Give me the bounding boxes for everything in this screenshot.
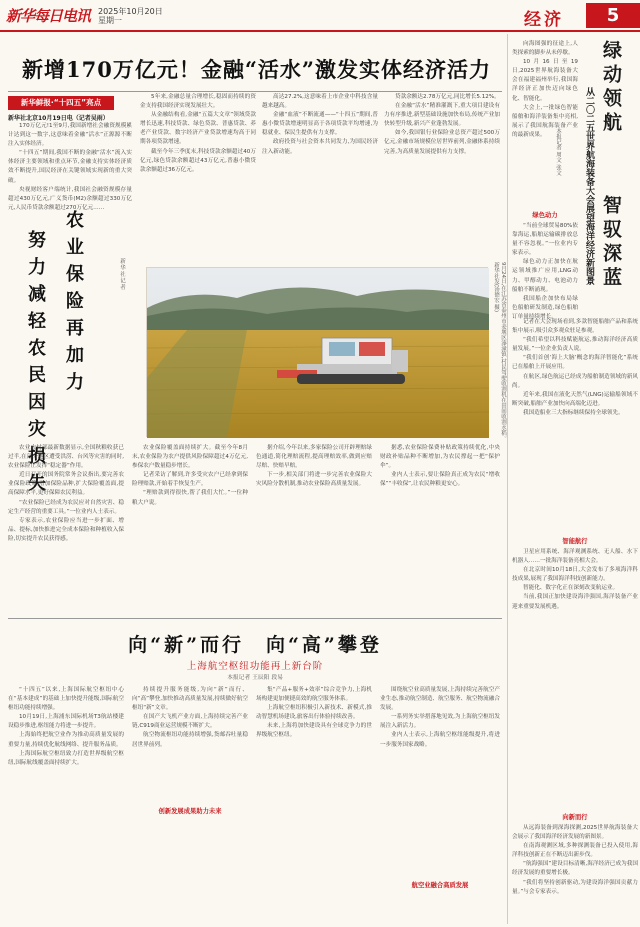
paragraph: 专家表示,农业保险应当进一步扩面、增品、提标,加快推进完全成本保险和种植收入保险,切实提升农民获得感。 [8,517,124,542]
paragraph: 一系列务实举措落地见效,为上海航空枢纽发展注入新活力。 [380,714,500,730]
second-story-byline: 本报记者 王辰阳 段易 [227,675,283,681]
paragraph: 在金融“活水”精准灌溉下,重大项目建设有力有序推进,新型基础设施加快布局,传统产业加快转型升级,新兴产业蓬勃发展。 [384,103,500,128]
paragraph: 央视财经客户端统计,我国社会融资规模存量超过430万亿元,广义货币(M2)余额超过330万亿元,人民币贷款余额超过270万亿元…… [8,186,132,211]
paragraph: 农业农村部最新数据显示,全国秋粮收获已过半,在部分地区遭受洪涝、台风等灾害的同时,农业保险正发挥“稳定器”作用。 [8,445,124,470]
paragraph: 智能化、数字化正在深刻改变航运业。 [523,585,619,592]
masthead-rule [0,30,640,32]
lead-dateline: 新华社北京10月19日电（记者吴雨） [8,115,109,122]
paragraph: 据介绍,今年以来,多家保险公司开辟理赔绿色通道,简化理赔流程,提高理赔效率,做到应赔尽赔、快赔早赔。 [256,445,372,470]
paragraph: 10月19日,上海浦东国际机场T3航站楼建设稳步推进,枢纽能力将进一步提升。 [8,714,124,730]
right-story-intro [512,40,578,208]
paragraph: 在南海观测区域,多种探测装备已投入使用,海洋科技创新正在不断迈出新步伐。 [512,843,638,859]
paragraph: “航海强国”建设目标清晰,海洋经济已成为我国经济发展的重要增长极。 [512,861,638,877]
paragraph: “十四五”期间,我国不断的金融“活水”流入实体经济主要领域和重点环节,金融支持实体经济质效不断提升,国民经济在关键领域实现新的重大突破。 [8,150,132,184]
section-name: 经济 [524,10,564,30]
sub-story-column-4 [380,444,500,612]
paragraph: 农业保险覆盖面持续扩大。截至今年8月末,农业保险为农户提供风险保障超过4万亿元,参保农户数量稳步增长。 [132,445,248,470]
second-story-column-1 [8,686,124,922]
paragraph: 上海国际航空枢纽致力打造世界级航空枢纽,国际航线覆盖面持续扩大。 [8,750,124,766]
right-story-bottom-column [512,824,638,924]
right-column-divider [507,34,508,924]
right-story-green-column [512,222,578,320]
sub-story-title-line-2: 努力减轻农民因灾损失 [25,230,46,500]
right-story-title-line-1: 绿动领航 [600,40,622,136]
rice-harvest-illustration [147,268,489,438]
paragraph: 在航区,绿色航运已经成为船舶制造领域的新风尚。 [512,373,638,389]
sub-story-column-1 [8,444,124,612]
lead-column-3 [262,93,378,263]
paragraph: 下一步,相关部门将进一步完善农业保险大灾风险分散机制,推动农业保险高质量发展。 [256,472,372,488]
paragraph: 上海航空枢纽积极引入新技术、新模式,推动智慧机场建设,旅客出行体验持续改善。 [256,705,372,721]
right-story-middle-column [512,318,638,526]
lead-column-1 [8,122,132,211]
paragraph: 金融“血液”不断流通——“十四五”期间,普惠小微贷款增速明显高于各项贷款平均增速,为稳就业、保民生提供有力支撑。 [262,112,378,137]
paragraph: 从金融结构看,金融“五篇大文章”领域贷款增长迅速,科技贷款、绿色贷款、普惠贷款、养老产业贷款、数字经济产业贷款增速均高于同期各项贷款增速。 [140,112,256,146]
paragraph: 业内人士表示,要让保险真正成为农民“增收保”“丰收保”,让农民种粮更安心。 [380,472,500,488]
second-story-rule [8,618,502,619]
second-story-column-4 [380,686,500,876]
lead-kicker: 新华鲜报·“十四五”亮点 [8,96,114,110]
paragraph: 集“产品+服务+效率”综合竞争力,上海机场构建更加便捷高效的航空服务体系。 [256,687,372,703]
paragraph: 业内人士表示,上海航空枢纽能级提升,将进一步服务国家战略。 [380,732,500,748]
paragraph: 近年来,我国在液化天然气(LNG)运输船领域不断突破,船舶产业加快向高端化迈进。 [512,391,638,407]
sub-story-title-line-1: 农业保险再加力 [63,210,84,399]
paragraph: 从远海装备到深海探测,2025世界航海装备大会展示了我国海洋经济发展的新图景。 [512,825,638,841]
paragraph: 大会上,一批绿色智能船舶和海洋装备集中亮相,展示了我国航海装备产业的最新成果。 [512,104,578,138]
right-story-subtitle: 从二〇二五世界航海装备大会展望海洋经济新图景 [584,87,594,285]
masthead [0,0,640,28]
paragraph: 记者在大会现场看到,多款智能船舶产品和系统集中展示,吸引众多观众驻足参观。 [512,319,638,335]
right-story-title-line-2: 智驭深蓝 [600,195,622,291]
second-story-column-2 [132,686,248,922]
paragraph: 绿色动力正加快在航运领域推广应用,LNG动力、甲醇动力、电池动力船舶不断涌现。 [512,259,578,293]
sub-story-column-2 [132,444,248,612]
harvest-photo [146,267,488,437]
paragraph: “农业保险已经成为农民应对自然灾害、稳定生产经营的重要工具。”一位业内人士表示。 [8,499,124,515]
paragraph: “当前全球贸易80%依靠海运,船舶运输碳排放总量不容忽视。”一位业内专家表示。 [512,223,578,257]
weekday-text: 星期一 [98,16,122,25]
paragraph: 当前,我国正加快建设海洋强国,海洋装备产业迎来重要发展机遇。 [512,594,638,610]
paragraph: “我们将坚持创新驱动,为建设海洋强国贡献力量。”与会专家表示。 [512,879,638,895]
lead-column-2 [140,93,256,263]
paragraph: 围绕航空业高质量发展,上海持续完善航空产业生态,推动航空制造、航空服务、航空物流融合发展。 [380,687,500,712]
paragraph: 近日召开的国务院常务会议指出,要完善农业保险政策,增加保险品种,扩大保险覆盖面,提高保障水平,更好保障农民利益。 [8,472,124,497]
paragraph: 政府投资与社会资本共同发力,为国民经济注入新动能。 [262,139,378,155]
right-story-subhead-2: 智能航行 [562,538,588,545]
paragraph: 据悉,农业保险保费补贴政策持续优化,中央财政补贴品种不断增加,为农民撑起一把“保护伞”。 [380,445,500,470]
right-story-subhead-1: 绿色动力 [532,212,558,219]
newspaper-logo: 新华每日电讯 [6,7,91,25]
second-story-column-3 [256,686,372,922]
lead-headline: 新增170万亿元！金融“活水”激发实体经济活力 [22,57,491,82]
second-story-subtitle: 上海航空枢纽功能再上新台阶 [186,661,324,672]
sub-story-byline: 新华社记者 [119,258,125,291]
paragraph: 高达27.2%,这意味着上市企业中科技含量越来越高。 [262,94,378,110]
paragraph: 持续提升服务能级,为向“新”而行、向“高”攀登,加快推动高质量发展,持续做好航空枢纽“新”文章。 [132,687,248,712]
paragraph: 如今,我国银行业保险业总资产超过500万亿元,金融市场规模位居世界前列,金融体系持续完善,为高质量发展提供有力支撑。 [384,130,500,155]
sub-story-column-3 [256,444,372,612]
paragraph: 航空物流枢纽功能持续增强,货邮吞吐量稳居世界前列。 [132,732,248,748]
issue-date [98,7,163,25]
paragraph: 我国造船业三大指标继续保持全球领先。 [523,409,624,416]
paragraph: “十四五”以来,上海国际航空枢纽中心在“基本建成”的基础上加快提升能级,国际航空枢纽功能持续增强。 [8,687,124,712]
right-story-byline: 本报记者 周文 张文 [555,128,561,176]
second-story-headline: 向“新”而行 向“高”攀登 [128,634,382,656]
date-text: 2025年10月20日 [98,7,163,16]
lead-column-4 [384,93,500,263]
right-story-subhead-3: 向新而行 [562,814,588,821]
paragraph: “我们希望以科技赋能航运,推动海洋经济高质量发展。”一位企业负责人说。 [512,337,638,353]
paragraph: 截至今年三季度末,科技贷款余额超过40万亿元,绿色贷款余额超过43万亿元,普惠小微贷款余额超过36万亿元。 [140,148,256,173]
lead-rule [8,91,502,92]
paragraph: 未来,上海将加快建设具有全球竞争力的世界级航空枢纽。 [256,723,372,739]
paragraph: 卫星应用系统、海洋观测系统、无人船、水下机器人……一批海洋装备亮相大会。 [512,549,638,565]
paragraph: 在北京时间10月18日,大会发布了多项海洋科技成果,展现了我国海洋科技创新能力。 [512,567,638,583]
right-story-lower-column [512,548,638,806]
paragraph: “理赔款到得很快,帮了我们大忙。”一位种粮大户说。 [132,490,248,506]
paragraph: 向海图强的征途上,人类探索的脚步从未停歇。 [512,41,578,57]
paragraph: 10月16日至19日,2025世界航海装备大会在福建福州举行,我国海洋经济正加快迈向绿色化、智能化。 [512,59,578,102]
second-story-subhead-2: 航空业融合高质发展 [411,882,469,889]
paragraph: 记者采访了解到,许多受灾农户已经拿到保险理赔款,开始着手恢复生产。 [132,472,248,488]
paragraph: 在国产大飞机产业方面,上海持续完善产业链,C919商业运营规模不断扩大。 [132,714,248,730]
paragraph: 5年来,金融总量合理增长,稳固而持续的资金支持我国经济实现发展壮大。 [140,94,256,110]
paragraph: 170万亿元!1至9月,我国新增社会融资规模累计达到这一数字,这意味着金融“活水”正源源不断注入实体经济。 [8,123,132,148]
paragraph: “我们首创‘海上大脑’概念的海洋智能化”系统已在船舶上开展应用。 [512,355,638,371]
paragraph: 贷款余额达2.78万亿元,同比增长5.12%。 [395,94,500,100]
paragraph: 上海始终把航空业作为推动高质量发展的重要力量,持续优化航线网络、提升服务品质。 [8,732,124,748]
paragraph: 我国船企加快布局绿色船舶研发制造,绿色船舶订单量持续增长。 [512,295,578,320]
second-story-subhead-1: 创新发展成果助力未来 [158,808,222,815]
page-number: 5 [586,3,640,28]
photo-caption: 9月24日,在江苏省泰州市姜堰区溱潼镇,村民驾驶收割机在田间收割水稻。新华社发(汤德宏 摄) [493,262,506,441]
